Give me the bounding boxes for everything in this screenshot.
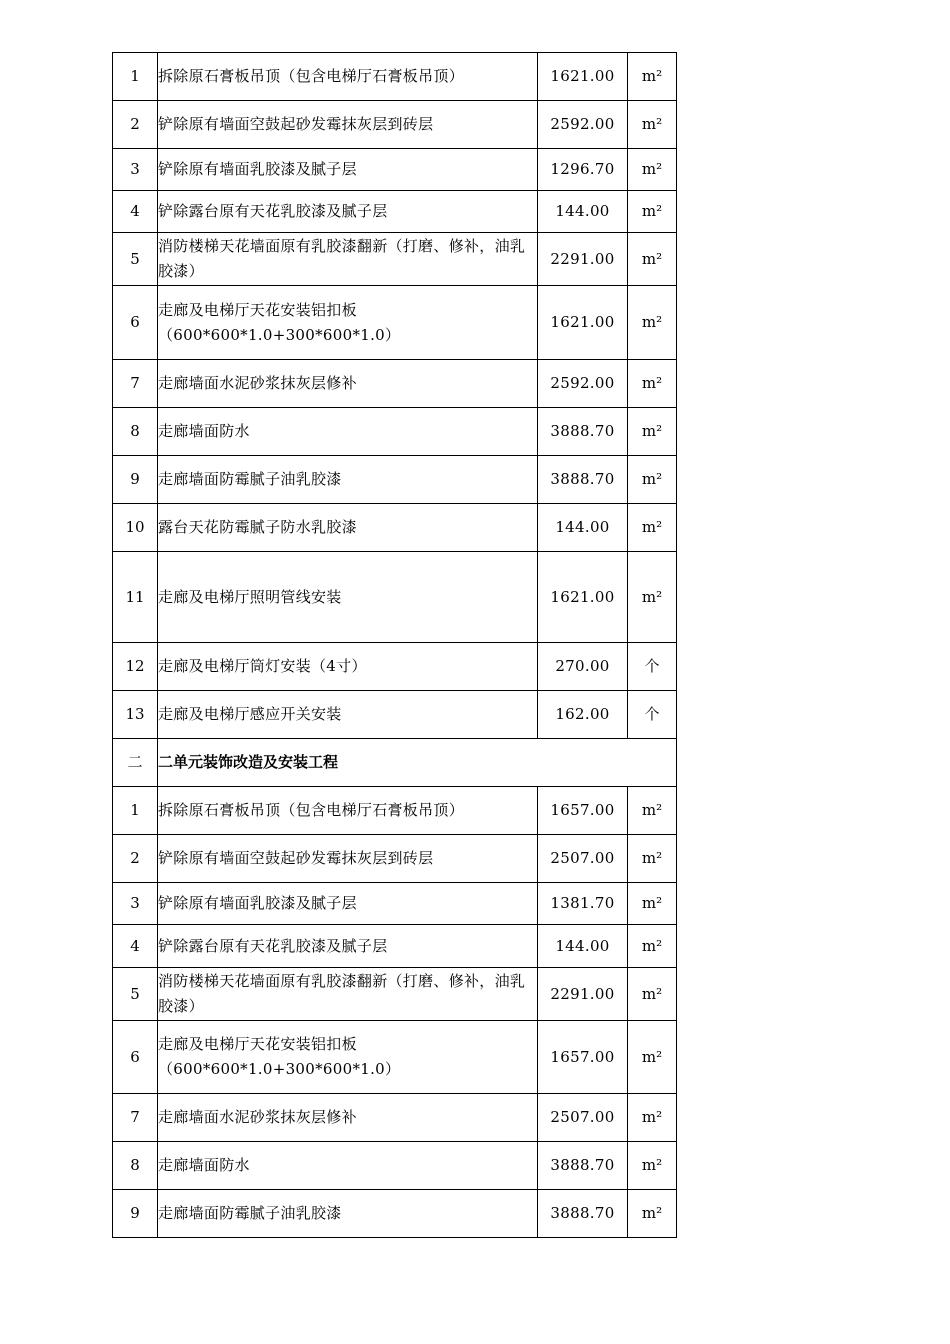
item-unit: m² xyxy=(628,1094,677,1142)
item-description: 走廊墙面防水 xyxy=(158,1142,538,1190)
table-row xyxy=(113,456,677,504)
item-quantity: 144.00 xyxy=(538,925,628,968)
item-number: 1 xyxy=(113,787,158,835)
item-description: 走廊及电梯厅天花安装铝扣板（600*600*1.0+300*600*1.0） xyxy=(158,286,538,360)
item-number: 5 xyxy=(113,968,158,1021)
item-description: 铲除原有墙面空鼓起砂发霉抹灰层到砖层 xyxy=(158,835,538,883)
item-description: 走廊墙面防霉腻子油乳胶漆 xyxy=(158,1190,538,1238)
item-quantity: 1657.00 xyxy=(538,787,628,835)
item-quantity: 3888.70 xyxy=(538,1142,628,1190)
table-row xyxy=(113,925,677,968)
item-number: 9 xyxy=(113,456,158,504)
item-quantity: 2592.00 xyxy=(538,101,628,149)
item-description: 走廊及电梯厅天花安装铝扣板（600*600*1.0+300*600*1.0） xyxy=(158,1021,538,1094)
item-quantity: 2507.00 xyxy=(538,1094,628,1142)
item-unit: m² xyxy=(628,456,677,504)
table-row xyxy=(113,643,677,691)
table-row xyxy=(113,552,677,643)
table-row xyxy=(113,968,677,1021)
item-description: 拆除原石膏板吊顶（包含电梯厅石膏板吊顶） xyxy=(158,787,538,835)
section-header-row xyxy=(113,739,677,787)
item-quantity: 1381.70 xyxy=(538,883,628,925)
item-number: 6 xyxy=(113,1021,158,1094)
item-quantity: 1657.00 xyxy=(538,1021,628,1094)
item-unit: m² xyxy=(628,408,677,456)
table-row xyxy=(113,1021,677,1094)
item-quantity: 3888.70 xyxy=(538,1190,628,1238)
item-unit: 个 xyxy=(628,691,677,739)
item-unit: m² xyxy=(628,835,677,883)
item-description: 走廊墙面防霉腻子油乳胶漆 xyxy=(158,456,538,504)
item-unit: m² xyxy=(628,286,677,360)
item-description: 走廊及电梯厅感应开关安装 xyxy=(158,691,538,739)
item-unit: m² xyxy=(628,925,677,968)
item-unit: m² xyxy=(628,360,677,408)
item-number: 8 xyxy=(113,1142,158,1190)
table-row xyxy=(113,53,677,101)
item-description: 走廊墙面水泥砂浆抹灰层修补 xyxy=(158,1094,538,1142)
item-description: 消防楼梯天花墙面原有乳胶漆翻新（打磨、修补，油乳胶漆） xyxy=(158,968,538,1021)
item-description: 铲除露台原有天花乳胶漆及腻子层 xyxy=(158,191,538,233)
item-unit: m² xyxy=(628,101,677,149)
item-quantity: 3888.70 xyxy=(538,456,628,504)
table-row xyxy=(113,1094,677,1142)
item-quantity: 1621.00 xyxy=(538,552,628,643)
item-unit: m² xyxy=(628,53,677,101)
item-unit: m² xyxy=(628,504,677,552)
item-number: 4 xyxy=(113,191,158,233)
item-number: 7 xyxy=(113,1094,158,1142)
item-number: 6 xyxy=(113,286,158,360)
item-unit: m² xyxy=(628,233,677,286)
table-row xyxy=(113,1142,677,1190)
item-quantity: 1621.00 xyxy=(538,286,628,360)
section-number: 二 xyxy=(113,739,158,787)
item-unit: m² xyxy=(628,191,677,233)
item-number: 11 xyxy=(113,552,158,643)
item-quantity: 2592.00 xyxy=(538,360,628,408)
table-row xyxy=(113,360,677,408)
table-row xyxy=(113,191,677,233)
table-row xyxy=(113,787,677,835)
item-quantity: 162.00 xyxy=(538,691,628,739)
item-description: 消防楼梯天花墙面原有乳胶漆翻新（打磨、修补，油乳胶漆） xyxy=(158,233,538,286)
section-title: 二单元装饰改造及安装工程 xyxy=(158,739,677,787)
item-unit: m² xyxy=(628,1021,677,1094)
item-number: 7 xyxy=(113,360,158,408)
item-quantity: 1296.70 xyxy=(538,149,628,191)
item-unit: m² xyxy=(628,149,677,191)
table-row xyxy=(113,408,677,456)
item-number: 10 xyxy=(113,504,158,552)
item-description: 走廊墙面防水 xyxy=(158,408,538,456)
item-quantity: 2507.00 xyxy=(538,835,628,883)
item-quantity: 3888.70 xyxy=(538,408,628,456)
item-unit: m² xyxy=(628,883,677,925)
table-row xyxy=(113,504,677,552)
bill-of-quantities-table xyxy=(112,52,677,1238)
item-number: 13 xyxy=(113,691,158,739)
item-number: 5 xyxy=(113,233,158,286)
item-unit: m² xyxy=(628,552,677,643)
table-row xyxy=(113,286,677,360)
item-quantity: 144.00 xyxy=(538,504,628,552)
item-description: 走廊墙面水泥砂浆抹灰层修补 xyxy=(158,360,538,408)
item-description: 铲除原有墙面乳胶漆及腻子层 xyxy=(158,883,538,925)
table-row xyxy=(113,149,677,191)
item-number: 2 xyxy=(113,835,158,883)
table-row xyxy=(113,835,677,883)
item-number: 9 xyxy=(113,1190,158,1238)
table-row xyxy=(113,101,677,149)
item-unit: m² xyxy=(628,787,677,835)
item-number: 2 xyxy=(113,101,158,149)
item-description: 铲除原有墙面乳胶漆及腻子层 xyxy=(158,149,538,191)
item-quantity: 144.00 xyxy=(538,191,628,233)
item-quantity: 2291.00 xyxy=(538,233,628,286)
item-quantity: 2291.00 xyxy=(538,968,628,1021)
item-unit: 个 xyxy=(628,643,677,691)
item-description: 铲除露台原有天花乳胶漆及腻子层 xyxy=(158,925,538,968)
table-row xyxy=(113,691,677,739)
item-number: 4 xyxy=(113,925,158,968)
item-unit: m² xyxy=(628,968,677,1021)
item-quantity: 1621.00 xyxy=(538,53,628,101)
item-number: 3 xyxy=(113,149,158,191)
item-number: 3 xyxy=(113,883,158,925)
item-description: 走廊及电梯厅照明管线安装 xyxy=(158,552,538,643)
item-number: 8 xyxy=(113,408,158,456)
item-number: 12 xyxy=(113,643,158,691)
table-row xyxy=(113,883,677,925)
item-description: 走廊及电梯厅筒灯安装（4寸） xyxy=(158,643,538,691)
item-description: 拆除原石膏板吊顶（包含电梯厅石膏板吊顶） xyxy=(158,53,538,101)
table-row xyxy=(113,1190,677,1238)
item-description: 铲除原有墙面空鼓起砂发霉抹灰层到砖层 xyxy=(158,101,538,149)
item-number: 1 xyxy=(113,53,158,101)
item-quantity: 270.00 xyxy=(538,643,628,691)
item-unit: m² xyxy=(628,1142,677,1190)
item-unit: m² xyxy=(628,1190,677,1238)
item-description: 露台天花防霉腻子防水乳胶漆 xyxy=(158,504,538,552)
table-row xyxy=(113,233,677,286)
